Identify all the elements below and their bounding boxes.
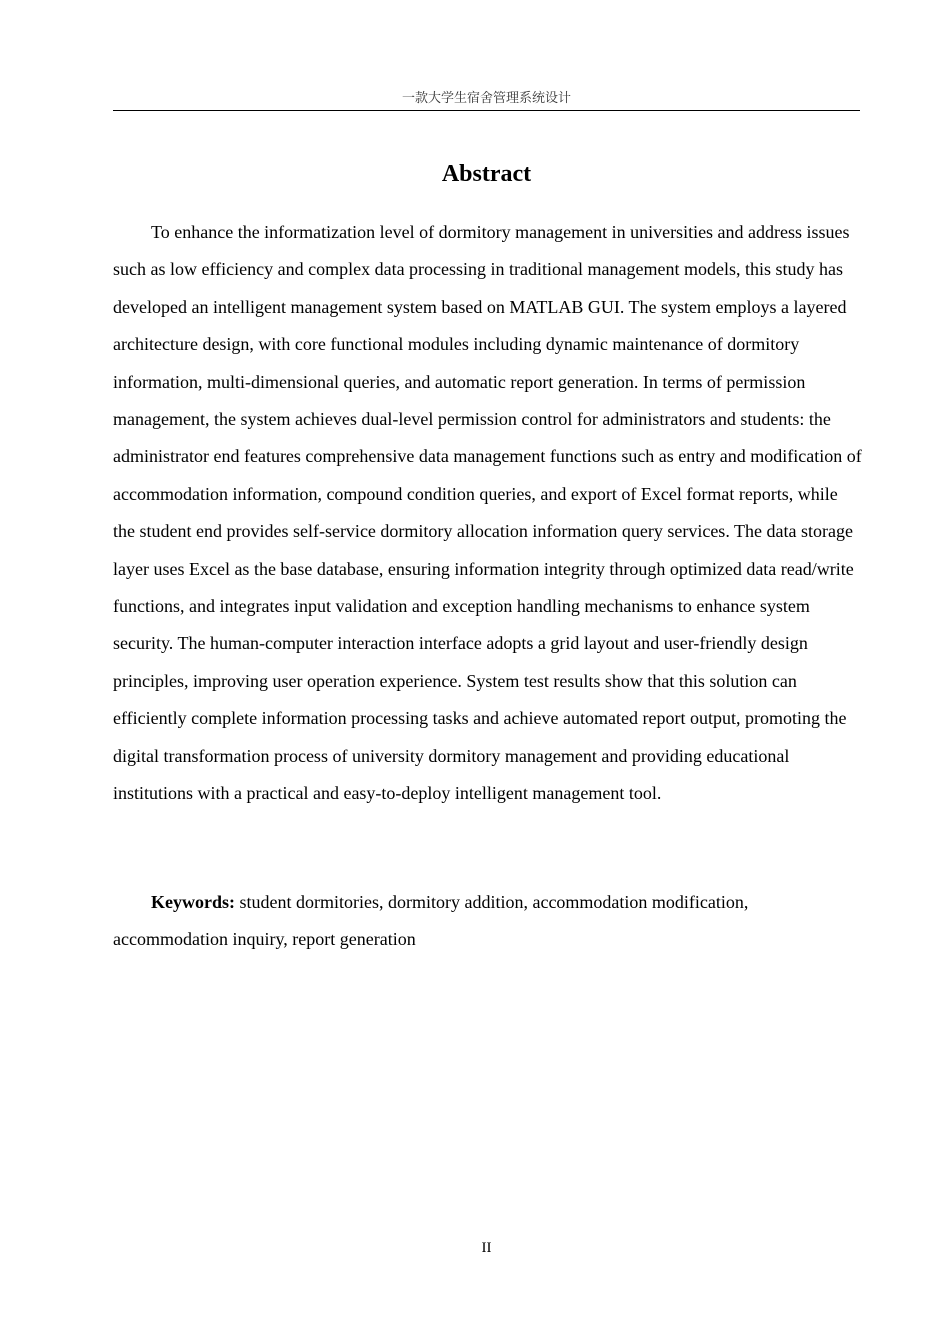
page-number: II [481,1240,492,1256]
keywords-text: student dormitories, dormitory addition, accommodation modification, accommodation inquiry, report generation [113,892,749,950]
header-rule [113,110,860,111]
abstract-body: To enhance the informatization level of dormitory management in universities and address issues such as low efficiency and complex data processing in traditional management models, this study has developed an intelligent management system based on MATLAB GUI. The system employs a layered architecture design, with core functional modules including dynamic maintenance of dormitory information, multi-dimensional queries, and automatic report generation. In terms of permission management, the system achieves dual-level permission control for administrators and students: the administrator end features comprehensive data management functions such as entry and modification of accommodation information, compound condition queries, and export of Excel format reports, while the student end provides self-service dormitory allocation information query services. The data storage layer uses Excel as the base database, ensuring information integrity through optimized data read/write functions, and integrates input validation and exception handling mechanisms to enhance system security. The human-computer interaction interface adopts a grid layout and user-friendly design principles, improving user operation experience. System test results show that this solution can efficiently complete information processing tasks and achieve automated report output, promoting the digital transformation process of university dormitory management and providing educational institutions with a practical and easy-to-deploy intelligent management tool. [113,222,862,804]
keywords-label: Keywords: [151,892,235,912]
keywords-paragraph [113,884,862,959]
abstract-title: Abstract [441,161,532,187]
running-header: 一款大学生宿舍管理系统设计 [401,91,571,106]
